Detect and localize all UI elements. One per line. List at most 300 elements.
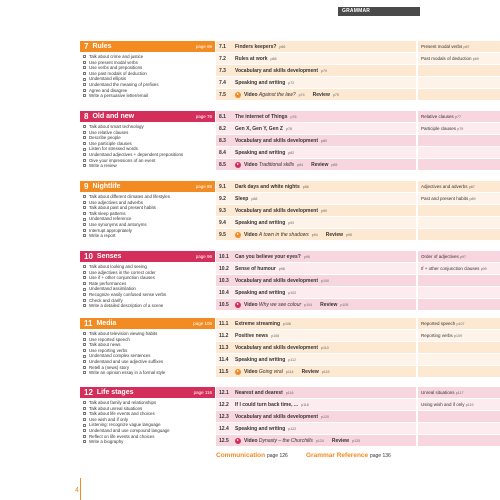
objective-text: Understand reference <box>89 216 132 222</box>
checkbox-icon <box>83 159 86 162</box>
lesson-number: 12.5 <box>219 437 229 444</box>
footer-communication[interactable] <box>216 452 288 459</box>
grammar-page: p117 <box>455 391 464 395</box>
communication-label: Communication <box>216 452 266 459</box>
unit-header[interactable] <box>80 318 215 329</box>
grammar-item[interactable] <box>418 111 500 122</box>
lesson-number: 10.2 <box>219 265 229 272</box>
checkbox-icon <box>83 153 86 156</box>
objective-text: Talk about smart technology <box>89 124 144 129</box>
grammar-empty-cell <box>418 299 500 310</box>
unit-number: 8 <box>84 112 89 121</box>
lesson-page: p108 <box>271 333 280 338</box>
video-title: Dynasty – the Churchills <box>258 437 313 444</box>
lesson-row[interactable] <box>216 205 416 216</box>
video-label: Video <box>244 231 258 238</box>
grammar-empty-cell <box>418 159 500 170</box>
objective-text: Write a review <box>89 163 117 169</box>
checkbox-icon <box>83 125 86 128</box>
grammar-text: Order of adjectives <box>421 254 459 259</box>
objectives-list <box>83 400 215 445</box>
lesson-title: Nearest and dearest <box>235 389 283 396</box>
video-review-row[interactable] <box>216 89 416 100</box>
unit-page: page 76 <box>195 114 212 119</box>
video-title: Going viral <box>258 368 283 375</box>
lesson-title: The internet of Things <box>235 113 288 120</box>
review-page: p115 <box>321 369 330 374</box>
grammar-text: If + other conjunction clauses <box>421 266 480 271</box>
lesson-row[interactable] <box>216 354 416 365</box>
review-label: Review <box>325 231 343 238</box>
grammar-text: Participle clauses <box>421 126 457 131</box>
lesson-number: 7.5 <box>219 91 226 98</box>
checkbox-icon <box>83 83 86 86</box>
grammar-empty-cell <box>418 366 500 377</box>
objective-text: Use wish and if only <box>89 416 129 422</box>
lesson-page: p76 <box>290 114 297 119</box>
lesson-row[interactable] <box>216 287 416 298</box>
lesson-row[interactable] <box>216 342 416 353</box>
checkbox-icon <box>83 429 86 432</box>
checkbox-icon <box>83 282 86 285</box>
grammar-text: Unreal situations <box>421 390 455 395</box>
lesson-row[interactable] <box>216 77 416 88</box>
lesson-title: Vocabulary and skills development <box>235 137 318 144</box>
unit-title: Life stages <box>96 389 134 396</box>
video-review-row[interactable] <box>216 229 416 240</box>
grammar-item[interactable] <box>418 123 500 134</box>
lesson-title: Sleep <box>235 195 249 202</box>
objective-text: Write a detailed description of a scene <box>89 303 164 309</box>
lesson-row[interactable] <box>216 411 416 422</box>
objective-text: Talk about family and relationships <box>89 400 157 405</box>
lesson-page: p100 <box>321 278 329 283</box>
objectives-list <box>83 194 215 239</box>
checkbox-icon <box>83 72 86 75</box>
unit-title: Rules <box>92 43 112 50</box>
grammar-page: p87 <box>468 185 475 189</box>
unit-block <box>80 318 465 384</box>
checkbox-icon <box>83 234 86 237</box>
lesson-number: 12.3 <box>219 413 229 420</box>
unit-page: page 116 <box>193 390 212 395</box>
lesson-page: p72 <box>288 80 295 85</box>
lesson-title: Extreme streaming <box>235 320 281 327</box>
grammar-item[interactable] <box>418 251 500 262</box>
video-label: Video <box>244 437 258 444</box>
lesson-row[interactable] <box>216 263 416 274</box>
objective-text: Understand ellipsis <box>89 76 127 82</box>
lesson-title: Speaking and writing <box>235 356 286 363</box>
review-page: p95 <box>346 232 352 237</box>
lesson-page: p102 <box>288 290 297 295</box>
video-page: p114 <box>285 369 294 374</box>
objective-text: Understand complex sentences <box>89 353 151 359</box>
unit-number: 12 <box>84 388 93 397</box>
checkbox-icon <box>83 142 86 145</box>
unit-title: Nightlife <box>92 183 121 190</box>
lesson-number: 7.1 <box>219 43 226 50</box>
lesson-number: 10.3 <box>219 277 229 284</box>
objective-text: Use participle clauses <box>89 140 132 146</box>
objective-text: Use past modals of deduction <box>89 70 147 76</box>
lesson-row[interactable] <box>216 123 416 134</box>
video-label: Video <box>244 301 258 308</box>
unit-header[interactable] <box>80 181 215 192</box>
grammar-item[interactable] <box>418 318 500 329</box>
objective-text: Listening: recognize vague language <box>89 422 161 428</box>
grammar-text: Present modal verbs <box>421 44 463 49</box>
objective-text: Talk about crime and justice <box>89 54 144 59</box>
unit-header[interactable] <box>80 251 215 262</box>
checkbox-icon <box>83 206 86 209</box>
lesson-page: p70 <box>321 68 327 73</box>
lesson-page: p80 <box>321 138 327 143</box>
lesson-title: Gen X, Gen Y, Gen Z <box>235 125 283 132</box>
lesson-title: Speaking and writing <box>235 149 286 156</box>
grammar-empty-cell <box>418 435 500 446</box>
checkbox-icon <box>83 407 86 410</box>
checkbox-icon <box>83 418 86 421</box>
objective-text: Describe people <box>89 135 121 141</box>
video-page: p104 <box>304 302 313 307</box>
objective-text: Interrupt appropriately <box>89 227 132 233</box>
communication-page: page 126 <box>266 453 288 459</box>
objective-text: Use if + other conjunction clauses <box>89 275 155 281</box>
lesson-title: Rules at work <box>235 55 268 62</box>
lesson-row[interactable] <box>216 135 416 146</box>
objective-text: Use present modal verbs <box>89 59 138 65</box>
objective-text: Agree and disagree <box>89 87 128 93</box>
grammar-item[interactable] <box>418 387 500 398</box>
objective-item <box>83 370 215 376</box>
lesson-title: Speaking and writing <box>235 425 286 432</box>
lesson-row[interactable] <box>216 181 416 192</box>
unit-title: Media <box>96 320 117 327</box>
lesson-number: 9.4 <box>219 219 226 226</box>
objective-text: Give your impressions of an event <box>89 157 156 163</box>
grammar-column-header: GRAMMAR <box>338 7 420 16</box>
lesson-title: Vocabulary and skills development <box>235 207 318 214</box>
video-review-row[interactable] <box>216 366 416 377</box>
grammar-item[interactable] <box>418 193 500 204</box>
grammar-page: p119 <box>465 403 474 407</box>
unit-title: Senses <box>96 253 122 260</box>
checkbox-icon <box>83 293 86 296</box>
lesson-title: Can you believe your eyes? <box>235 253 301 260</box>
play-icon <box>235 92 241 98</box>
lesson-title: Speaking and writing <box>235 289 286 296</box>
grammar-page: p99 <box>480 267 487 271</box>
lesson-row[interactable] <box>216 41 416 52</box>
play-icon <box>235 162 241 168</box>
checkbox-icon <box>83 271 86 274</box>
objective-text: Understand and use adjective suffixes <box>89 358 164 364</box>
checkbox-icon <box>83 229 86 232</box>
grammar-empty-cell <box>418 77 500 88</box>
review-page: p75 <box>332 92 339 97</box>
lesson-number: 12.2 <box>219 401 229 408</box>
unit-page: page 66 <box>195 44 212 49</box>
checkbox-icon <box>83 61 86 64</box>
objectives-list <box>83 331 215 376</box>
lesson-number: 7.2 <box>219 55 226 62</box>
objective-text: Talk about looking and seeing <box>89 264 147 269</box>
unit-number: 9 <box>84 182 89 191</box>
video-review-row[interactable] <box>216 299 416 310</box>
lesson-title: Sense of humour <box>235 265 276 272</box>
objective-text: Understand adjectives + dependent prepositions <box>89 151 184 157</box>
checkbox-icon <box>83 94 86 97</box>
lesson-page: p66 <box>279 44 286 49</box>
unit-header[interactable] <box>80 387 215 398</box>
video-label: Video <box>244 368 258 375</box>
lesson-number: 11.2 <box>219 332 229 339</box>
objective-text: Write an opinion essay in a formal style <box>89 370 166 376</box>
checkbox-icon <box>83 288 86 291</box>
review-page: p125 <box>352 438 361 443</box>
lesson-title: Positive news <box>235 332 269 339</box>
grammar-item[interactable] <box>418 399 500 410</box>
unit-block <box>80 111 464 177</box>
objective-text: Write a report <box>89 233 116 239</box>
video-page: p94 <box>311 232 318 237</box>
lesson-page: p90 <box>321 208 327 213</box>
lesson-number: 8.1 <box>219 113 226 120</box>
objective-item <box>83 439 215 445</box>
lesson-page: p110 <box>321 345 329 350</box>
grammar-reference-page: page 136 <box>369 453 391 459</box>
grammar-page: p69 <box>472 57 479 61</box>
grammar-page: p77 <box>455 115 462 119</box>
grammar-item[interactable] <box>418 41 500 52</box>
unit-block <box>80 251 487 317</box>
checkbox-icon <box>83 338 86 341</box>
grammar-empty-cell <box>418 423 500 434</box>
lesson-number: 8.5 <box>219 161 226 168</box>
lesson-row[interactable] <box>216 387 416 398</box>
objective-text: Use verbs and prepositions <box>89 65 143 71</box>
footer-grammar-reference[interactable] <box>306 452 391 459</box>
objective-item <box>83 233 215 239</box>
objective-text: Use relative clauses <box>89 129 129 135</box>
lesson-row[interactable] <box>216 399 416 410</box>
grammar-empty-cell <box>418 275 500 286</box>
checkbox-icon <box>83 78 86 81</box>
objective-text: Retell a (news) story <box>89 364 130 370</box>
lesson-row[interactable] <box>216 65 416 76</box>
objective-item <box>83 303 215 309</box>
play-icon <box>235 438 241 444</box>
grammar-empty-cell <box>418 287 500 298</box>
checkbox-icon <box>83 360 86 363</box>
checkbox-icon <box>83 371 86 374</box>
review-label: Review <box>301 368 319 375</box>
video-title: A town in the shadows <box>258 231 309 238</box>
page-number-rule <box>80 478 81 500</box>
video-label: Video <box>244 91 258 98</box>
video-title: Why we see colour <box>258 301 302 308</box>
lesson-number: 11.3 <box>219 344 229 351</box>
objective-text: Talk about past and present habits <box>89 205 156 211</box>
unit-block <box>80 41 479 107</box>
grammar-empty-cell <box>418 411 500 422</box>
lesson-number: 7.3 <box>219 67 226 74</box>
grammar-empty-cell <box>418 135 500 146</box>
checkbox-icon <box>83 89 86 92</box>
unit-number: 11 <box>84 319 93 328</box>
lesson-page: p106 <box>283 321 292 326</box>
grammar-empty-cell <box>418 229 500 240</box>
grammar-text: Using wish and if only <box>421 402 465 407</box>
objective-text: Understand the meaning of prefixes <box>89 81 159 87</box>
video-title: Against the law? <box>258 91 296 98</box>
lesson-page: p78 <box>285 126 292 131</box>
lesson-row[interactable] <box>216 217 416 228</box>
checkbox-icon <box>83 299 86 302</box>
checkbox-icon <box>83 343 86 346</box>
objective-text: Understand assimilation <box>89 286 136 292</box>
grammar-text: Adjectives and adverbs <box>421 184 468 189</box>
lesson-page: p86 <box>302 184 309 189</box>
checkbox-icon <box>83 164 86 167</box>
lesson-row[interactable] <box>216 275 416 286</box>
lesson-title: Speaking and writing <box>235 219 286 226</box>
lesson-page: p116 <box>285 390 294 395</box>
lesson-title: Vocabulary and skills development <box>235 344 318 351</box>
checkbox-icon <box>83 276 86 279</box>
checkbox-icon <box>83 265 86 268</box>
lesson-row[interactable] <box>216 147 416 158</box>
video-page: p124 <box>315 438 324 443</box>
grammar-item[interactable] <box>418 330 500 341</box>
unit-page: page 106 <box>193 321 212 326</box>
objective-text: Understand and use compound language <box>89 427 170 433</box>
lesson-row[interactable] <box>216 251 416 262</box>
grammar-page: p79 <box>457 127 464 131</box>
grammar-text: Reported speech <box>421 321 456 326</box>
objective-text: Talk sleep patterns <box>89 210 126 216</box>
objective-text: Recognize easily confused sense verbs <box>89 291 167 297</box>
grammar-page: p97 <box>460 255 467 259</box>
grammar-page: p109 <box>454 334 463 338</box>
lesson-number: 8.2 <box>219 125 226 132</box>
review-label: Review <box>331 437 350 444</box>
lesson-title: Finders keepers? <box>235 43 277 50</box>
checkbox-icon <box>83 440 86 443</box>
grammar-empty-cell <box>418 217 500 228</box>
lesson-page: p122 <box>288 426 297 431</box>
grammar-empty-cell <box>418 342 500 353</box>
objectives-list <box>83 264 215 309</box>
objective-item <box>83 163 215 169</box>
play-icon <box>235 232 241 238</box>
checkbox-icon <box>83 66 86 69</box>
lesson-page: p92 <box>288 220 295 225</box>
objective-text: Talk about unreal situations <box>89 405 143 411</box>
objective-text: Write a biography <box>89 439 124 445</box>
unit-title: Old and new <box>92 113 135 120</box>
review-page: p85 <box>331 162 338 167</box>
grammar-empty-cell <box>418 205 500 216</box>
objective-text: Rate performances <box>89 280 127 286</box>
lesson-title: Vocabulary and skills development <box>235 67 318 74</box>
checkbox-icon <box>83 435 86 438</box>
checkbox-icon <box>83 412 86 415</box>
video-review-row[interactable] <box>216 435 416 446</box>
review-page: p105 <box>340 302 349 307</box>
lesson-number: 9.2 <box>219 195 226 202</box>
checkbox-icon <box>83 304 86 307</box>
lesson-number: 9.1 <box>219 183 226 190</box>
checkbox-icon <box>83 131 86 134</box>
checkbox-icon <box>83 212 86 215</box>
unit-page: page 86 <box>195 184 212 189</box>
lesson-row[interactable] <box>216 423 416 434</box>
grammar-reference-label: Grammar Reference <box>306 452 369 459</box>
lesson-row[interactable] <box>216 193 416 204</box>
lesson-row[interactable] <box>216 111 416 122</box>
lesson-number: 9.5 <box>219 231 226 238</box>
unit-header[interactable] <box>80 41 215 52</box>
grammar-text: Relative clauses <box>421 114 454 119</box>
objectives-list <box>83 54 215 99</box>
unit-page: page 96 <box>195 254 212 259</box>
grammar-page: p67 <box>463 45 470 49</box>
objective-text: Use adjectives in the correct order <box>89 269 156 275</box>
lesson-page: p120 <box>321 414 329 419</box>
unit-block <box>80 181 476 247</box>
grammar-page: p89 <box>469 197 476 201</box>
checkbox-icon <box>83 218 86 221</box>
lesson-title: Vocabulary and skills development <box>235 277 318 284</box>
unit-number: 7 <box>84 42 89 51</box>
grammar-item[interactable] <box>418 181 500 192</box>
video-review-row[interactable] <box>216 159 416 170</box>
checkbox-icon <box>83 195 86 198</box>
checkbox-icon <box>83 223 86 226</box>
lesson-page: p88 <box>251 196 258 201</box>
review-label: Review <box>311 161 329 168</box>
objective-text: Listen for stressed words <box>89 146 138 152</box>
lesson-number: 11.5 <box>219 368 229 375</box>
unit-number: 10 <box>84 252 93 261</box>
lesson-row[interactable] <box>216 53 416 64</box>
grammar-text: Past and present habits <box>421 196 469 201</box>
lesson-number: 9.3 <box>219 207 226 214</box>
lesson-row[interactable] <box>216 318 416 329</box>
lesson-number: 8.3 <box>219 137 226 144</box>
checkbox-icon <box>83 401 86 404</box>
lesson-row[interactable] <box>216 330 416 341</box>
grammar-item[interactable] <box>418 53 500 64</box>
lesson-page: p112 <box>288 357 297 362</box>
checkbox-icon <box>83 136 86 139</box>
unit-header[interactable] <box>80 111 215 122</box>
objective-text: Use synonyms and antonyms <box>89 221 147 227</box>
unit-block <box>80 387 474 453</box>
lesson-number: 10.4 <box>219 289 229 296</box>
play-icon <box>235 369 241 375</box>
video-page: p74 <box>298 92 305 97</box>
objective-text: Write a persuasive letter/email <box>89 93 148 99</box>
review-label: Review <box>312 91 330 98</box>
grammar-item[interactable] <box>418 263 500 274</box>
lesson-title: Speaking and writing <box>235 79 286 86</box>
checkbox-icon <box>83 55 86 58</box>
lesson-title: Dark days and white nights <box>235 183 300 190</box>
play-icon <box>235 302 241 308</box>
